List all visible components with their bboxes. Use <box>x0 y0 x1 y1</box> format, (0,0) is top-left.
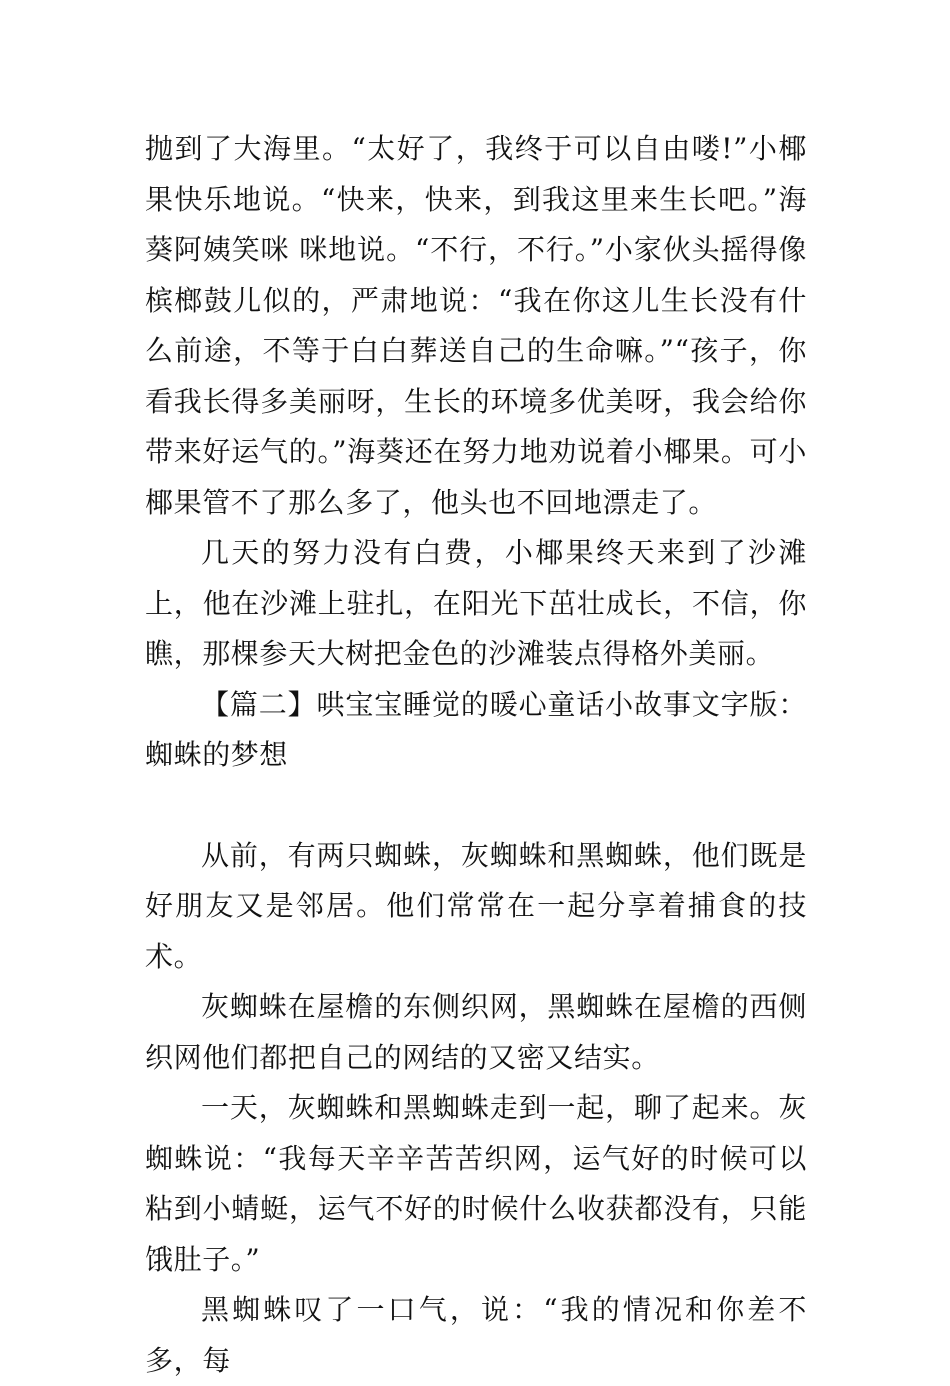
paragraph: 一天，灰蜘蛛和黑蜘蛛走到一起，聊了起来。灰蜘蛛说：“我每天辛辛苦苦织网，运气好的时候可以粘到小蜻蜓，运气不好的时候什么收获都没有，只能饿肚子。” <box>145 1091 807 1276</box>
document-body <box>145 124 807 1386</box>
blank-line <box>145 781 807 831</box>
paragraph-continuation: 抛到了大海里。“太好了，我终于可以自由喽!”小椰果快乐地说。“快来，快来，到我这里来生长吧。”海葵阿姨笑咪 咪地说。“不行，不行。”小家伙头摇得像槟榔鼓儿似的，严肃地说：“我在你这儿生长没有什么前途，不等于白白葬送自己的生命嘛。”“孩子，你看我长得多美丽呀，生长的环境多优美呀，我会给你带来好运气的。”海葵还在努力地劝说着小椰果。可小椰果管不了那么多了，他头也不回地漂走了。 <box>145 132 807 519</box>
paragraph: 灰蜘蛛在屋檐的东侧织网，黑蜘蛛在屋檐的西侧织网他们都把自己的网结的又密又结实。 <box>145 990 807 1074</box>
paragraph: 从前，有两只蜘蛛，灰蜘蛛和黑蜘蛛，他们既是好朋友又是邻居。他们常常在一起分享着捕食的技术。 <box>145 838 807 973</box>
paragraph: 几天的努力没有白费，小椰果终天来到了沙滩上，他在沙滩上驻扎，在阳光下茁壮成长，不信，你瞧，那棵参天大树把金色的沙滩装点得格外美丽。 <box>145 536 807 670</box>
paragraph: 黑蜘蛛叹了一口气，说：“我的情况和你差不多，每 <box>145 1293 807 1377</box>
section-heading: 【篇二】哄宝宝睡觉的暖心童话小故事文字版：蜘蛛的梦想 <box>145 687 807 771</box>
